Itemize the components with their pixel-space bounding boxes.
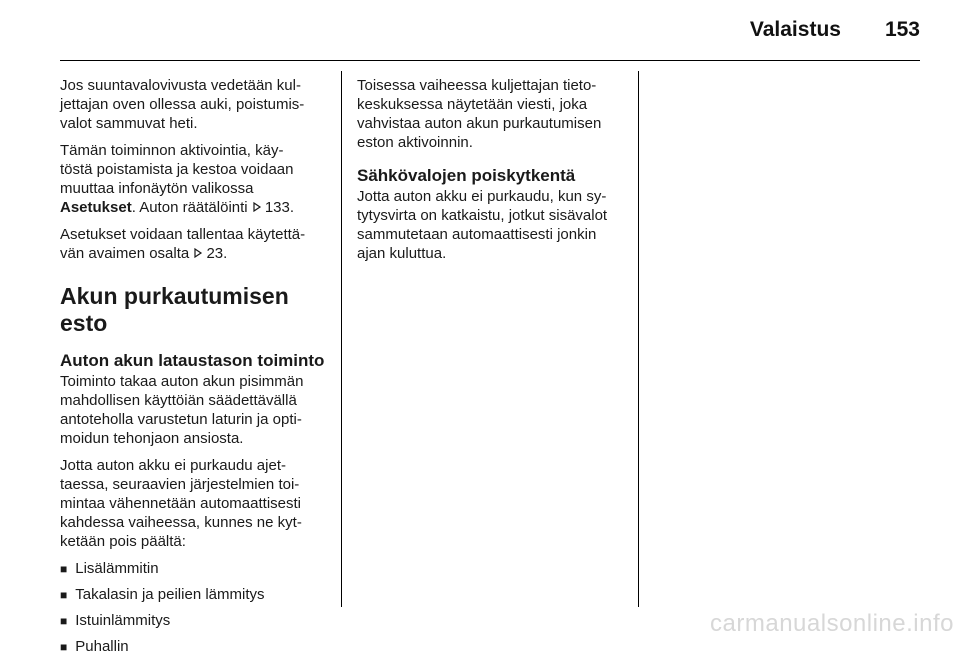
list-item-label: Puhallin bbox=[75, 638, 129, 655]
list-item bbox=[60, 637, 326, 657]
section-title: Valaistus bbox=[749, 18, 841, 41]
list-item bbox=[60, 585, 326, 605]
paragraph-exit-lights: Jos suuntavalovivusta vedetään kul- jettajan oven ollessa auki, poistumis- valot sammuvat heti. bbox=[60, 77, 305, 132]
subsection-heading: Sähkövalojen poiskytkentä bbox=[357, 166, 576, 185]
left-column bbox=[60, 76, 326, 663]
paragraph-settings-tail: . Auton räätälöinti bbox=[131, 199, 252, 216]
page-ref-number: 133. bbox=[264, 199, 295, 216]
paragraph-key-text: Asetukset voidaan tallentaa käytettä- vän avaimen osalta bbox=[60, 226, 306, 262]
bullet-icon: ■ bbox=[60, 640, 68, 654]
section-heading: Akun purkautumisen esto bbox=[60, 283, 289, 336]
paragraph-second-stage: Toisessa vaiheessa kuljettajan tieto- keskuksessa näytetään viesti, joka vahvistaa auton akun purkautumisen eston aktivoinnin. bbox=[357, 77, 602, 151]
bullet-icon: ■ bbox=[60, 588, 68, 602]
paragraph-battery-function: Toiminto takaa auton akun pisimmän mahdollisen käyttöiän säädettävällä antoteholla varustetun laturin ja opti- moidun tehonjaon ansiosta. bbox=[60, 373, 304, 447]
middle-column bbox=[357, 76, 625, 271]
page-ref-icon bbox=[193, 245, 203, 262]
paragraph-settings-text: Tämän toiminnon aktivointia, käy- töstä poistamista ja kestoa voidaan muuttaa infonäytön valikossa bbox=[60, 142, 294, 197]
settings-menu-name: Asetukset bbox=[60, 199, 132, 216]
page-number: 153 bbox=[884, 18, 920, 41]
header-rule bbox=[60, 60, 920, 61]
column-divider bbox=[638, 71, 639, 607]
subsection-heading: Auton akun lataustason toiminto bbox=[60, 351, 325, 370]
bullet-icon: ■ bbox=[60, 614, 68, 628]
page-header bbox=[750, 18, 920, 42]
systems-list bbox=[60, 559, 326, 657]
paragraph-battery-systems: Jotta auton akku ei purkaudu ajet- taessa, seuraavien järjestelmien toi- mintaa vähennetään automaattisesti kahdessa vaiheessa, kunnes ne kyt- ketään pois päältä: bbox=[60, 457, 302, 550]
paragraph-lights-off: Jotta auton akku ei purkaudu, kun sy- tytysvirta on katkaistu, jotkut sisävalot sammutetaan automaattisesti jonkin ajan kuluttua. bbox=[357, 188, 608, 262]
list-item-label: Istuinlämmitys bbox=[75, 612, 171, 629]
watermark: carmanualsonline.info bbox=[710, 610, 954, 637]
page-ref-number: 23. bbox=[206, 245, 228, 262]
list-item bbox=[60, 559, 326, 579]
list-item bbox=[60, 611, 326, 631]
page-ref-icon bbox=[252, 199, 262, 216]
paragraph-key-settings bbox=[60, 225, 326, 263]
paragraph-settings bbox=[60, 141, 326, 217]
bullet-icon: ■ bbox=[60, 562, 68, 576]
list-item-label: Takalasin ja peilien lämmitys bbox=[75, 586, 265, 603]
column-divider bbox=[341, 71, 342, 607]
list-item-label: Lisälämmitin bbox=[75, 560, 159, 577]
